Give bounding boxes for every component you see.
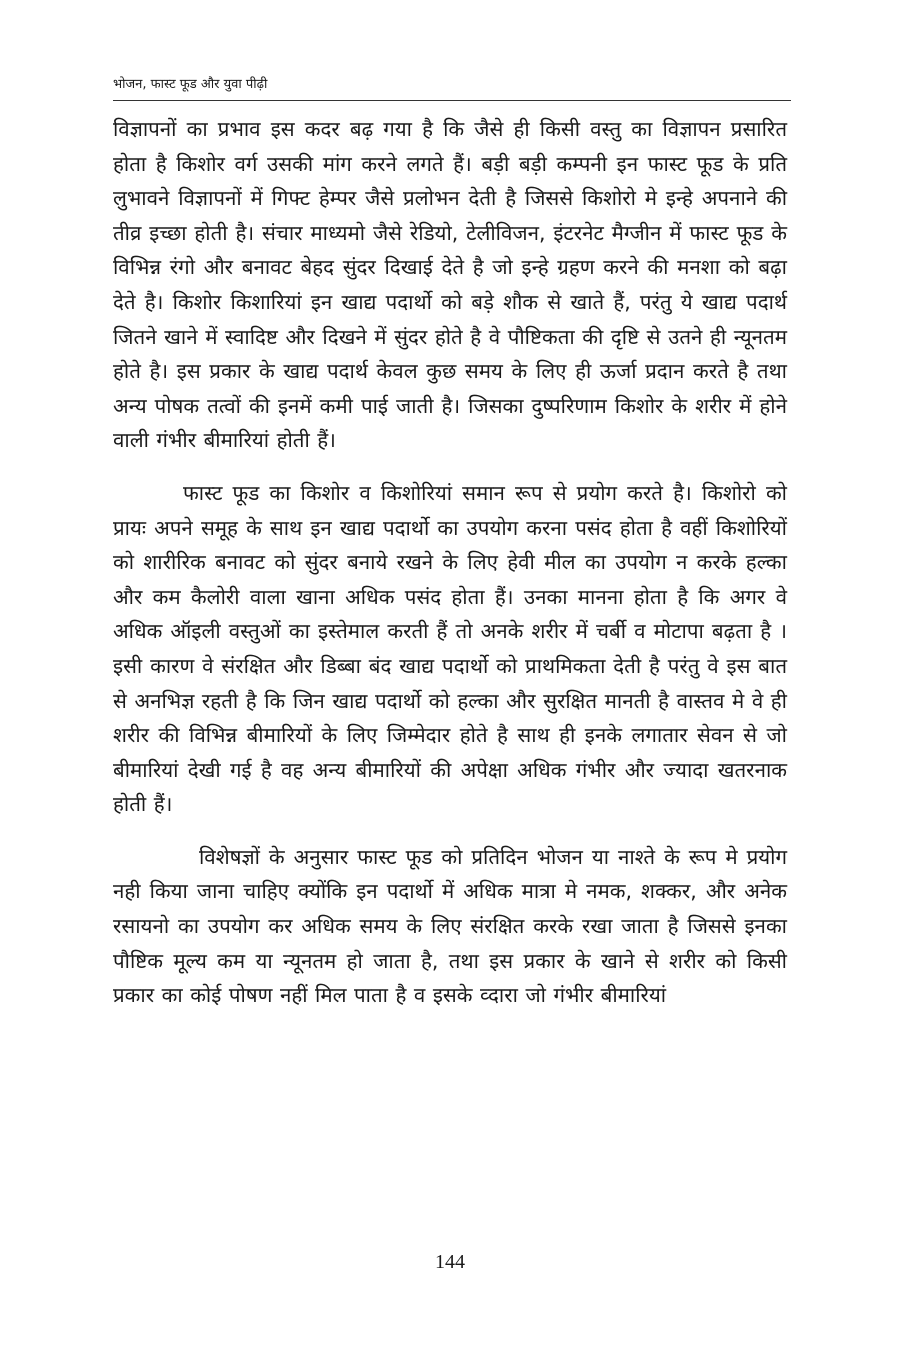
page-body [113,112,787,1013]
header-divider [113,100,791,101]
page-number: 144 [435,1251,465,1273]
running-header: भोजन, फास्ट फूड और युवा पीढ़ी [113,77,268,92]
paragraph-3: विशेषज्ञों के अनुसार फास्ट फूड को प्रतिदिन भोजन या नाश्ते के रूप मे प्रयोग नही किया जाना चाहिए क्योंकि इन पदार्थो में अधिक मात्रा मे नमक, शक्कर, और अनेक रसायनो का उपयोग कर अधिक समय के लिए संरक्षित करके रखा जाता है जिससे इनका पौष्टिक मूल्य कम या न्यूनतम हो जाता है, तथा इस प्रकार के खाने से शरीर को किसी प्रकार का कोई पोषण नहीं मिल पाता है व इसके व्दारा जो गंभीर बीमारियां [113,844,787,1008]
paragraph-1: विज्ञापनों का प्रभाव इस कदर बढ़ गया है कि जैसे ही किसी वस्तु का विज्ञापन प्रसारित होता है किशोर वर्ग उसकी मांग करने लगते हैं। बड़ी बड़ी कम्पनी इन फास्ट फूड के प्रति लुभावने विज्ञापनों में गिफ्ट हेम्पर जैसे प्रलोभन देती है जिससे किशोरो मे इन्हे अपनाने की तीव्र इच्छा होती है। संचार माध्यमो जैसे रेडियो, टेलीविजन, इंटरनेट मैग्जीन में फास्ट फूड के विभिन्न रंगो और बनावट बेहद सुंदर दिखाई देते है जो इन्हे ग्रहण करने की मनशा को बढ़ा देते है। किशोर किशारियां इन खाद्य पदार्थो को बड़े शौक से खाते हैं, परंतु ये खाद्य पदार्थ जितने खाने में स्वादिष्ट और दिखने में सुंदर होते है वे पौष्टिकता की दृष्टि से उतने ही न्यूनतम होते है। इस प्रकार के खाद्य पदार्थ केवल कुछ समय के लिए ही ऊर्जा प्रदान करते है तथा अन्य पोषक तत्वों की इनमें कमी पाई जाती है। जिसका दुष्परिणाम किशोर के शरीर में होने वाली गंभीर बीमारियां होती हैं। [113,117,787,453]
paragraph-2: फास्ट फूड का किशोर व किशोरियां समान रूप से प्रयोग करते है। किशोरो को प्रायः अपने समूह के साथ इन खाद्य पदार्थो का उपयोग करना पसंद होता है वहीं किशोरियों को शारीरिक बनावट को सुंदर बनाये रखने के लिए हेवी मील का उपयोग न करके हल्का और कम कैलोरी वाला खाना अधिक पसंद होता हैं। उनका मानना होता है कि अगर वे अधिक ऑइली वस्तुओं का इस्तेमाल करती हैं तो अनके शरीर में चर्बी व मोटापा बढ़ता है । इसी कारण वे संरक्षित और डिब्बा बंद खाद्य पदार्थो को प्राथमिकता देती है परंतु वे इस बात से अनभिज्ञ रहती है कि जिन खाद्य पदार्थो को हल्का और सुरक्षित मानती है वास्तव मे वे ही शरीर की विभिन्न बीमारियों के लिए जिम्मेदार होते है साथ ही इनके लगातार सेवन से जो बीमारियां देखी गई है वह अन्य बीमारियों की अपेक्षा अधिक गंभीर और ज्यादा खतरनाक होती हैं। [113,480,787,817]
